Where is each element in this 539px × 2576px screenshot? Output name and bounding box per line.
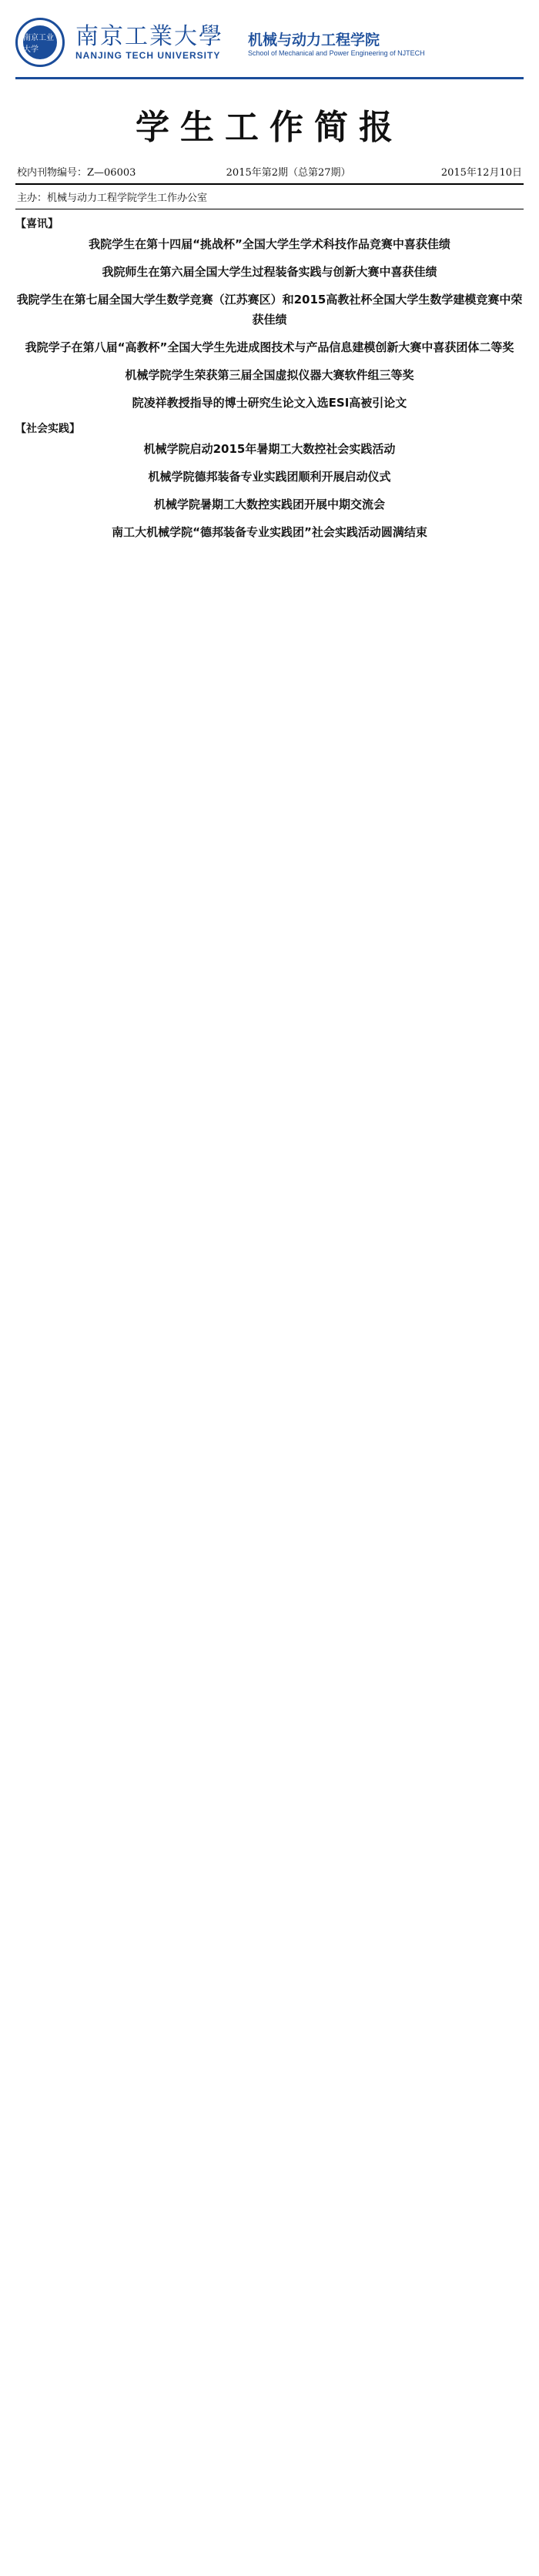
article bbox=[15, 234, 524, 254]
article-headline: 机械学院学生荣获第三届全国虚拟仪器大赛软件组三等奖 bbox=[125, 368, 414, 382]
logo-emblem: 南京工业大学 bbox=[23, 25, 57, 59]
university-name bbox=[75, 24, 223, 61]
article bbox=[15, 439, 524, 459]
article bbox=[15, 494, 524, 514]
article bbox=[15, 365, 524, 385]
article bbox=[15, 467, 524, 487]
article-headline: 院凌祥教授指导的博士研究生论文入选ESI高被引论文 bbox=[132, 396, 407, 410]
issue-date: 2015年12月10日 bbox=[440, 167, 522, 179]
school-name-cn: 机械与动力工程学院 bbox=[248, 31, 380, 49]
school-name bbox=[248, 28, 425, 57]
university-name-cn: 南京工業大學 bbox=[75, 23, 223, 50]
article-headline: 机械学院德邦装备专业实践团顺利开展启动仪式 bbox=[148, 470, 391, 484]
school-name-en: School of Mechanical and Power Engineering of NJTECH bbox=[248, 49, 425, 57]
article bbox=[15, 262, 524, 282]
issue-number: 2015年第2期（总第27期） bbox=[226, 167, 351, 179]
university-name-en: NANJING TECH UNIVERSITY bbox=[75, 50, 221, 61]
article-headline: 我院学子在第八届“高教杯”全国大学生先进成图技术与产品信息建模创新大赛中喜获团体二等奖 bbox=[25, 340, 514, 354]
issue-serial: 校内刊物编号：Z—06003 bbox=[17, 167, 136, 179]
article bbox=[15, 522, 524, 542]
article-headline: 南工大机械学院“德邦装备专业实践团”社会实践活动圆满结束 bbox=[112, 525, 427, 539]
university-logo bbox=[15, 18, 65, 67]
article-headline: 机械学院启动2015年暑期工大数控社会实践活动 bbox=[143, 442, 396, 456]
issue-line bbox=[15, 164, 524, 185]
article-headline: 我院学生在第七届全国大学生数学竞赛（江苏赛区）和2015高教社杯全国大学生数学建模竞赛中荣获佳绩 bbox=[16, 293, 523, 327]
article-headline: 机械学院暑期工大数控实践团开展中期交流会 bbox=[153, 497, 385, 511]
article-headline: 我院学生在第十四届“挑战杯”全国大学生学术科技作品竞赛中喜获佳绩 bbox=[89, 237, 450, 251]
section-tag-news: 【喜讯】 bbox=[15, 218, 59, 230]
section-tag-social-practice: 【社会实践】 bbox=[15, 423, 80, 435]
newsletter-page bbox=[15, 0, 524, 2576]
article bbox=[15, 337, 524, 357]
editor-line: 主办：机械与动力工程学院学生工作办公室 bbox=[15, 185, 524, 209]
article bbox=[15, 290, 524, 330]
page-title: 学生工作简报 bbox=[136, 108, 403, 147]
masthead bbox=[15, 8, 524, 79]
article bbox=[15, 393, 524, 413]
article-headline: 我院师生在第六届全国大学生过程装备实践与创新大赛中喜获佳绩 bbox=[102, 265, 437, 279]
